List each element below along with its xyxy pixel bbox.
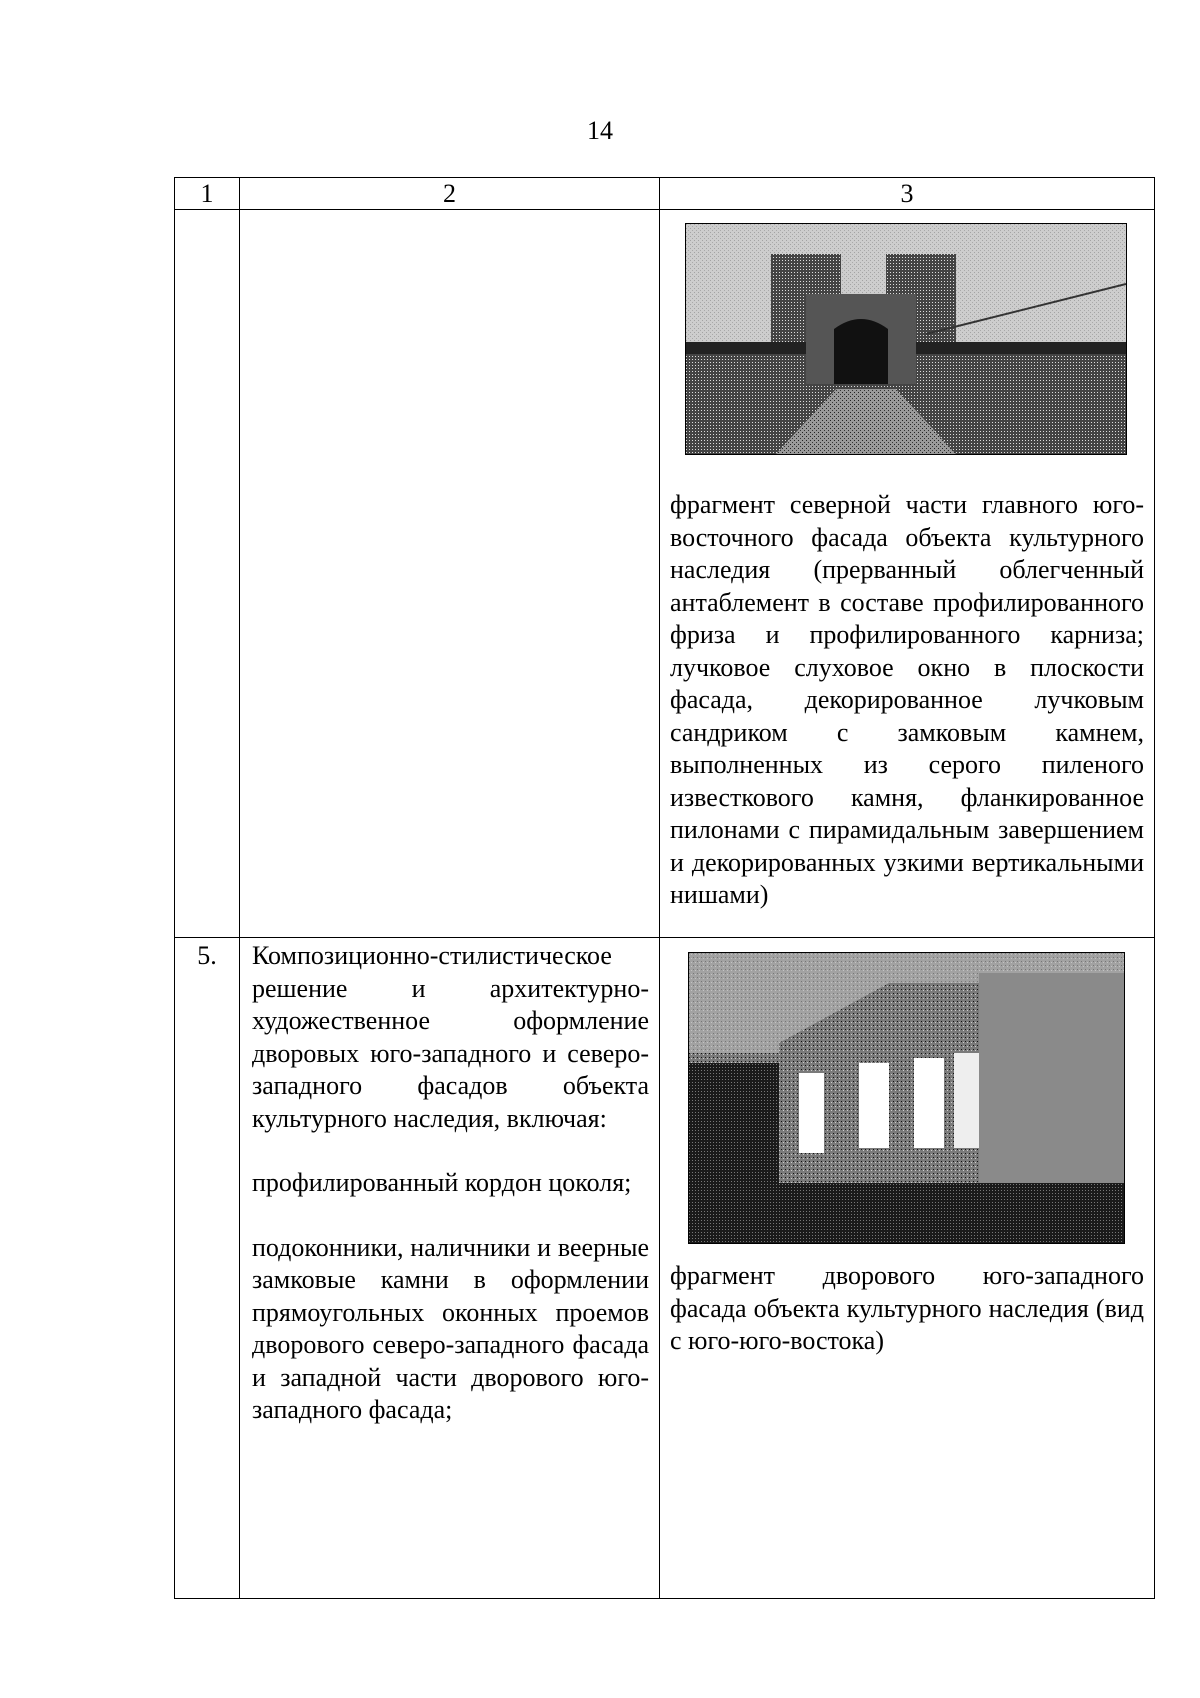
row5-caption-text: фрагмент дворового юго-западного фасада объекта культурного наследия (вид с юго-юго-востока) (670, 1261, 1144, 1355)
row4-photo-cell (660, 210, 1155, 938)
row5-photo-cell (660, 938, 1155, 1599)
north-part-main-facade-photo (685, 223, 1127, 455)
header-col-3: 3 (660, 178, 1155, 210)
page-number: 14 (587, 116, 613, 145)
header-col-2: 2 (240, 178, 660, 210)
row4-caption-text: фрагмент северной части главного юго-восточного фасада объекта культурного наследия (прерванный облегченный антаблемент в составе профилированного фриза и профилированного карниза; лучковое слуховое окно в плоскости фасада, декорированное лучковым сандриком с замковым камнем, выполненных из серого пиленого известкового камня, фланкированное пилонами с пирамидальным завершением и декорированных узкими вертикальными нишами) (670, 490, 1144, 909)
header-col-1: 1 (175, 178, 240, 210)
monuments-table (174, 177, 1155, 1599)
row4-description-cell (240, 210, 660, 938)
row4-number-cell (175, 210, 240, 938)
row5-caption (670, 1260, 1144, 1358)
row4-caption (670, 489, 1144, 912)
row5-number: 5. (175, 938, 240, 1599)
table-row-4-continued (175, 210, 1155, 938)
row5-intro: Композиционно-стилистическое решение и архитектурно-художественное оформление дворовых юго-западного и северо-западного фасадов объекта культурного наследия, включая: (252, 941, 649, 1133)
table-header-row (175, 178, 1155, 210)
row5-description-cell (240, 938, 660, 1599)
table-row-5 (175, 938, 1155, 1599)
row5-item-plinth-cordon: профилированный кордон цоколя; (252, 1168, 632, 1197)
row5-item-window-details: подоконники, наличники и веерные замковые камни в оформлении прямоугольных оконных проемов дворового северо-западного фасада и западной части дворового юго-западного фасада; (252, 1232, 649, 1424)
courtyard-southwest-facade-photo (688, 952, 1125, 1244)
